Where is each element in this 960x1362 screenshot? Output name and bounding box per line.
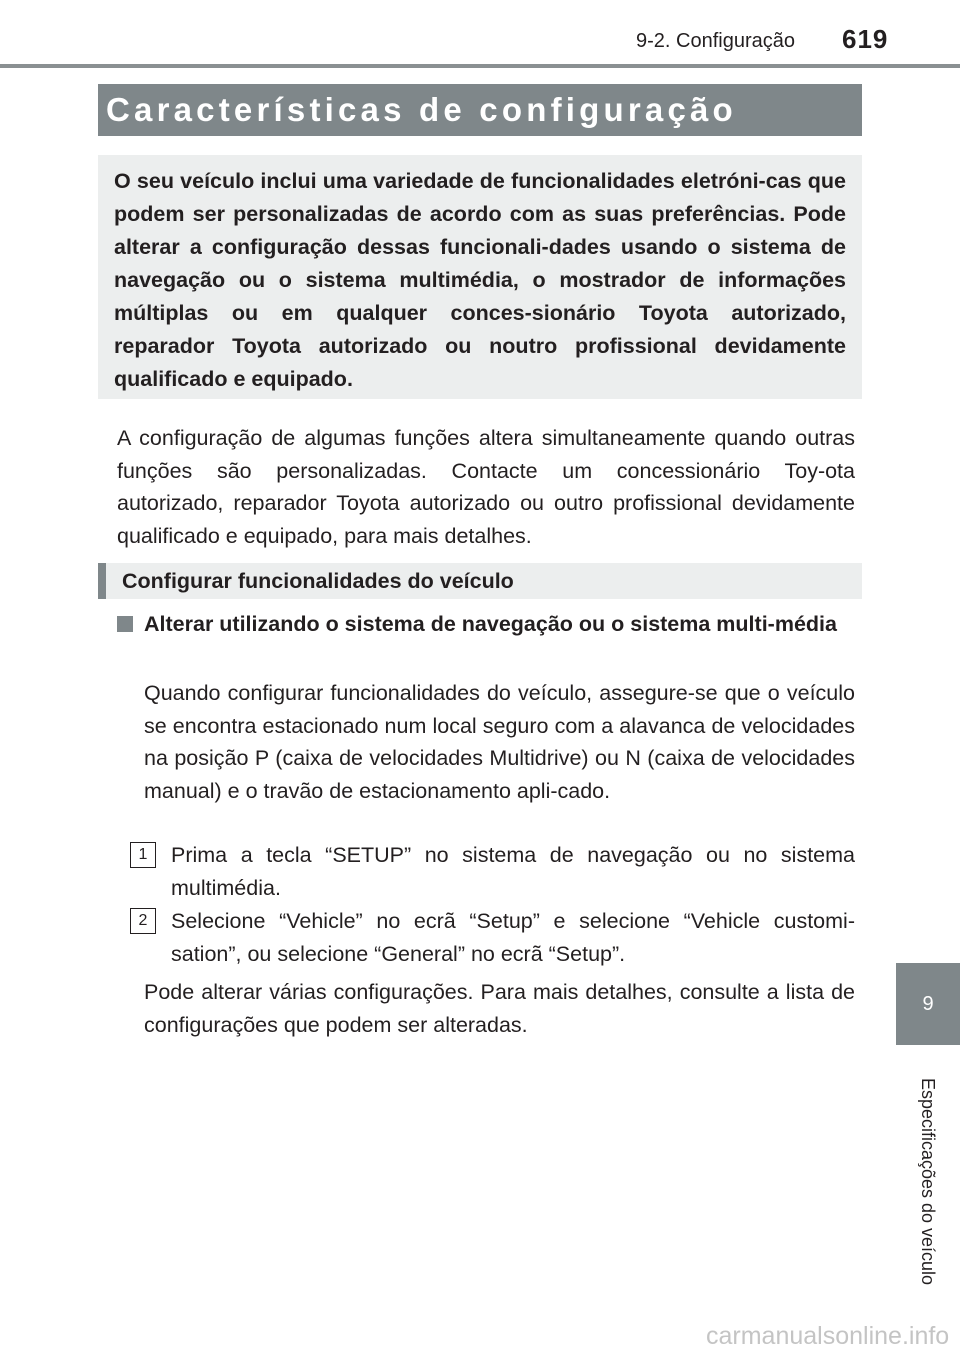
step-number-badge: 2 xyxy=(130,908,156,934)
subheading-text: Alterar utilizando o sistema de navegação ou o sistema multi-média xyxy=(144,612,837,636)
step-2 xyxy=(130,905,855,970)
intro-text: O seu veículo inclui uma variedade de funcionalidades eletróni-cas que podem ser personalizadas de acordo com as suas preferências. Pode alterar a configuração dessas funcionali-dades usando o sistema de navegação ou o sistema multimédia, o mostrador de informações múltiplas ou em qualquer conces-sionário Toyota autorizado, reparador Toyota autorizado ou noutro profissional devidamente qualificado e equipado. xyxy=(114,169,846,391)
page-title: Características de configuração xyxy=(98,84,862,136)
paragraph-2 xyxy=(144,677,855,807)
square-bullet-icon xyxy=(117,616,133,632)
step-1-text: Prima a tecla “SETUP” no sistema de navegação ou no sistema multimédia. xyxy=(171,843,855,900)
step-2-text: Selecione “Vehicle” no ecrã “Setup” e selecione “Vehicle customi-sation”, ou selecione “General” no ecrã “Setup”. xyxy=(171,909,855,966)
intro-box xyxy=(98,155,862,399)
paragraph-2-text: Quando configurar funcionalidades do veículo, assegure-se que o veículo se encontra estacionado num local seguro com a alavanca de velocidades na posição P (caixa de velocidades Multidrive) ou N (caixa de velocidades manual) e o travão de estacionamento apli-cado. xyxy=(144,681,855,803)
section-heading: Configurar funcionalidades do veículo xyxy=(98,563,862,599)
step-1 xyxy=(130,839,855,904)
paragraph-3-text: Pode alterar várias configurações. Para mais detalhes, consulte a lista de configurações que podem ser alteradas. xyxy=(144,980,855,1037)
watermark: carmanualsonline.info xyxy=(706,1322,950,1350)
paragraph-1 xyxy=(117,422,855,552)
step-number-badge: 1 xyxy=(130,842,156,868)
paragraph-1-text: A configuração de algumas funções altera simultaneamente quando outras funções são personalizadas. Contacte um concessionário Toy-ota autorizado, reparador Toyota autorizado ou outro profissional devidamente qualificado e equipado, para mais detalhes. xyxy=(117,426,855,548)
chapter-label-text: Especificações do veículo xyxy=(918,1077,939,1285)
header-divider xyxy=(0,64,960,68)
paragraph-3 xyxy=(144,976,855,1041)
chapter-label xyxy=(913,1046,943,1316)
page-number: 619 xyxy=(842,24,889,54)
chapter-tab xyxy=(896,963,960,1045)
chapter-number: 9 xyxy=(922,992,934,1015)
header-section-label: 9-2. Configuração xyxy=(636,30,795,52)
subheading xyxy=(117,608,855,641)
